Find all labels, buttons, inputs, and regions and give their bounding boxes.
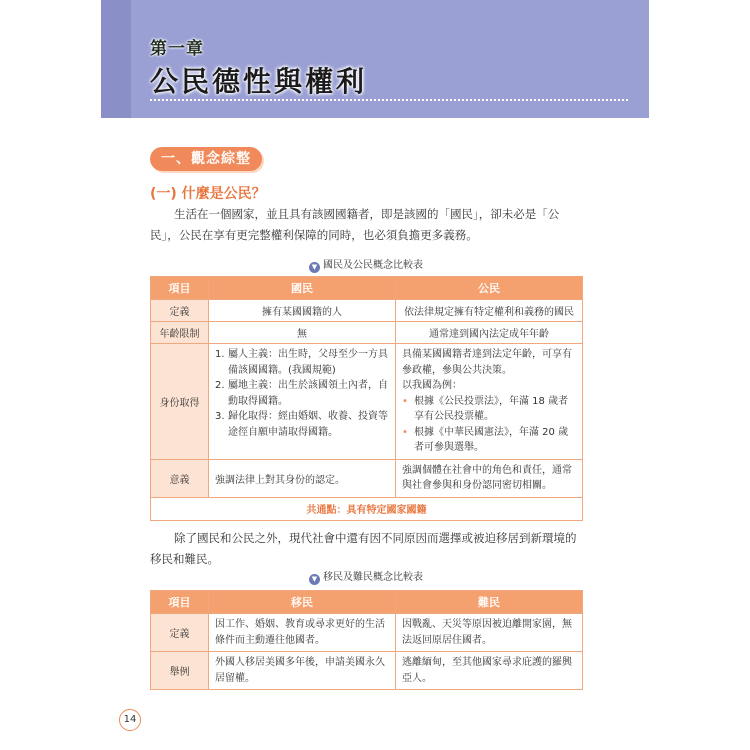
triangle-down-icon: ▼ bbox=[309, 262, 320, 273]
table-row bbox=[151, 614, 583, 652]
row-label: 舉例 bbox=[151, 652, 209, 690]
banner-stripe bbox=[101, 0, 131, 118]
table2-caption bbox=[150, 568, 582, 585]
table-row bbox=[151, 497, 583, 520]
table-cell: 強調法律上對其身份的認定。 bbox=[209, 459, 396, 497]
table-cell: 擁有某國國籍的人 bbox=[209, 300, 396, 322]
table1-caption-text: 國民及公民概念比較表 bbox=[323, 260, 423, 271]
table-cell: 依法律規定擁有特定權利和義務的國民 bbox=[396, 300, 583, 322]
title-divider bbox=[150, 99, 628, 101]
table-cell: 無 bbox=[209, 322, 396, 344]
intro-paragraph: 生活在一個國家，並且具有該國國籍者，即是該國的「國民」，卻未必是「公民」，公民在享有更完整權利保障的同時，也必須負擔更多義務。 bbox=[150, 207, 560, 242]
immigrants-refugees-table bbox=[150, 590, 583, 690]
chapter-label: 第一章 bbox=[150, 39, 204, 59]
table-cell: 強調個體在社會中的角色和責任，通常與社會參與和身份認同密切相關。 bbox=[396, 459, 583, 497]
common-point: 共通點：具有特定國家國籍 bbox=[151, 497, 583, 520]
table-row bbox=[151, 300, 583, 322]
table-cell: 外國人移居美國多年後，申請美國永久居留權。 bbox=[209, 652, 396, 690]
header-immigrant: 移民 bbox=[209, 591, 396, 614]
row-label: 定義 bbox=[151, 300, 209, 322]
table-header-row bbox=[151, 591, 583, 614]
nationals-citizens-table bbox=[150, 276, 583, 521]
table-cell: 逃離緬甸，至其他國家尋求庇護的羅興亞人。 bbox=[396, 652, 583, 690]
row-label: 意義 bbox=[151, 459, 209, 497]
triangle-down-icon: ▼ bbox=[309, 574, 320, 585]
bullet-icon: • bbox=[402, 395, 408, 407]
page-number: 14 bbox=[119, 709, 141, 731]
table-row bbox=[151, 652, 583, 690]
cell-text: 以我國為例： bbox=[402, 380, 462, 391]
bullet-icon: • bbox=[402, 426, 408, 438]
table-cell: 通常達到國內法定成年年齡 bbox=[396, 322, 583, 344]
row-label: 年齡限制 bbox=[151, 322, 209, 344]
row-label: 定義 bbox=[151, 614, 209, 652]
table-cell: 因戰亂、天災等原因被迫離開家園，無法返回原居住國者。 bbox=[396, 614, 583, 652]
table1-caption bbox=[150, 256, 582, 273]
table-cell: 因工作、婚姻、教育或尋求更好的生活條件而主動遷往他國者。 bbox=[209, 614, 396, 652]
table-row bbox=[151, 459, 583, 497]
list-item: 1. 屬人主義：出生時，父母至少一方具備該國國籍。(我國規範) bbox=[215, 349, 388, 376]
sub-heading: (一) 什麼是公民？ bbox=[150, 186, 266, 202]
header-citizen: 公民 bbox=[396, 277, 583, 300]
list-item: 2. 屬地主義：出生於該國領土內者，自動取得國籍。 bbox=[215, 380, 388, 407]
row-label: 身份取得 bbox=[151, 344, 209, 460]
table-row bbox=[151, 322, 583, 344]
header-national: 國民 bbox=[209, 277, 396, 300]
migration-paragraph: 除了國民和公民之外，現代社會中還有因不同原因而選擇或被迫移居到新環境的移民和難民。 bbox=[150, 531, 577, 566]
cell-text: 具備某國國籍者達到法定年齡，可享有參政權，參與公共決策。 bbox=[402, 349, 572, 376]
section-heading-pill: 一、觀念綜整 bbox=[150, 147, 262, 171]
list-item: • 根據《公民投票法》，年滿 18 歲者享有公民投票權。 bbox=[402, 394, 576, 425]
header-item: 項目 bbox=[151, 277, 209, 300]
table-cell bbox=[209, 344, 396, 460]
list-item: • 根據《中華民國憲法》，年滿 20 歲者可參與選舉。 bbox=[402, 425, 576, 456]
header-refugee: 難民 bbox=[396, 591, 583, 614]
table-header-row bbox=[151, 277, 583, 300]
table2-caption-text: 移民及難民概念比較表 bbox=[323, 572, 423, 583]
table-row bbox=[151, 344, 583, 460]
table-cell bbox=[396, 344, 583, 460]
chapter-title: 公民德性與權利 bbox=[150, 65, 368, 98]
list-item: 3. 歸化取得：經由婚姻、收養、投資等途徑自願申請取得國籍。 bbox=[215, 411, 388, 438]
header-item: 項目 bbox=[151, 591, 209, 614]
